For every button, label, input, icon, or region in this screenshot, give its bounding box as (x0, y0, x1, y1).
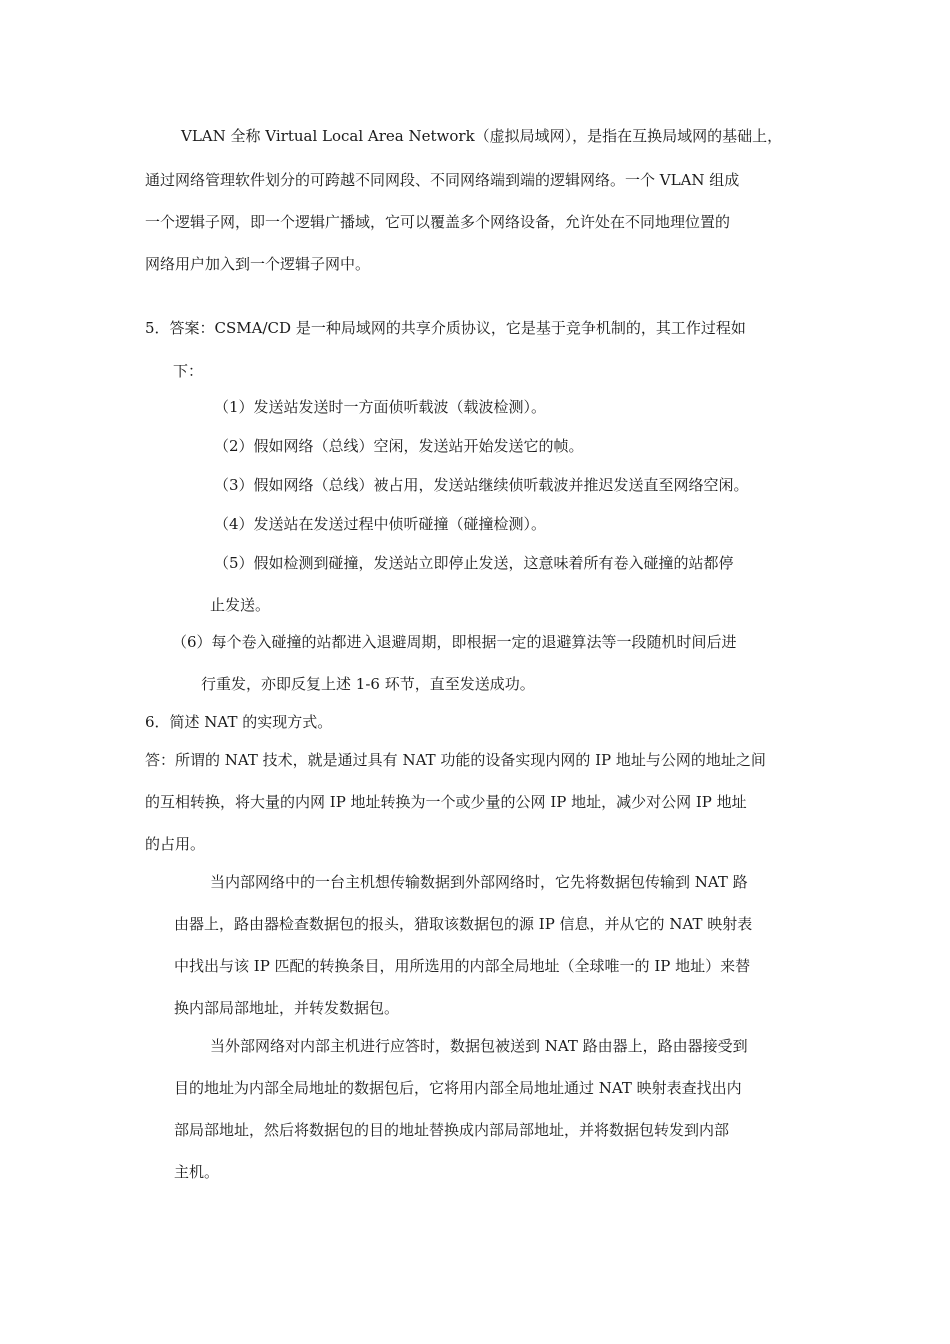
vlan-paragraph-line: 通过网络管理软件划分的可跨越不同网段、不同网络端到端的逻辑网络。一个 VLAN 组成 (145, 171, 740, 189)
q5-step-6: （6）每个卷入碰撞的站都进入退避周期，即根据一定的退避算法等一段随机时间后进 (172, 633, 737, 651)
q6-para1-line: 中找出与该 IP 匹配的转换条目，用所选用的内部全局地址（全球唯一的 IP 地址）来替 (174, 957, 751, 975)
q5-step: （3）假如网络（总线）被占用，发送站继续侦听载波并推迟发送直至网络空闲。 (214, 476, 749, 494)
q6-para1-line: 当内部网络中的一台主机想传输数据到外部网络时，它先将数据包传输到 NAT 路 (210, 873, 748, 891)
q6-para2-line: 主机。 (174, 1163, 220, 1181)
q6-para1-line: 由器上，路由器检查数据包的报头，猎取该数据包的源 IP 信息，并从它的 NAT 映射表 (174, 915, 753, 933)
q5-step: （4）发送站在发送过程中侦听碰撞（碰撞检测）。 (214, 515, 547, 533)
q5-intro-line: 5．答案：CSMA/CD 是一种局域网的共享介质协议，它是基于竞争机制的，其工作过程如 (145, 319, 746, 337)
q6-para2-line: 部局部地址，然后将数据包的目的地址替换成内部局部地址，并将数据包转发到内部 (174, 1121, 730, 1139)
q5-step: （5）假如检测到碰撞，发送站立即停止发送，这意味着所有卷入碰撞的站都停 (214, 554, 734, 572)
q6-para2-line: 目的地址为内部全局地址的数据包后，它将用内部全局地址通过 NAT 映射表查找出内 (174, 1079, 742, 1097)
vlan-paragraph-line: 网络用户加入到一个逻辑子网中。 (145, 255, 371, 273)
q6-question: 6．简述 NAT 的实现方式。 (145, 713, 333, 731)
q6-para2-line: 当外部网络对内部主机进行应答时，数据包被送到 NAT 路由器上，路由器接受到 (210, 1037, 748, 1055)
q5-intro-line: 下： (173, 362, 204, 380)
q6-answer-line: 的占用。 (145, 835, 206, 853)
q6-answer-line: 的互相转换，将大量的内网 IP 地址转换为一个或少量的公网 IP 地址，减少对公网 IP 地址 (145, 793, 747, 811)
vlan-paragraph-line: 一个逻辑子网，即一个逻辑广播域，它可以覆盖多个网络设备，允许处在不同地理位置的 (145, 213, 731, 231)
vlan-paragraph-line: VLAN 全称 Virtual Local Area Network（虚拟局域网），是指在互换局域网的基础上， (181, 127, 783, 145)
q6-answer-line: 答：所谓的 NAT 技术，就是通过具有 NAT 功能的设备实现内网的 IP 地址与公网的地址之间 (145, 751, 766, 769)
q6-para1-line: 换内部局部地址，并转发数据包。 (174, 999, 400, 1017)
q5-step-6: 行重发，亦即反复上述 1-6 环节，直至发送成功。 (201, 675, 535, 693)
q5-step: 止发送。 (210, 596, 271, 614)
q5-step: （1）发送站发送时一方面侦听载波（载波检测）。 (214, 398, 547, 416)
q5-step: （2）假如网络（总线）空闲，发送站开始发送它的帧。 (214, 437, 584, 455)
